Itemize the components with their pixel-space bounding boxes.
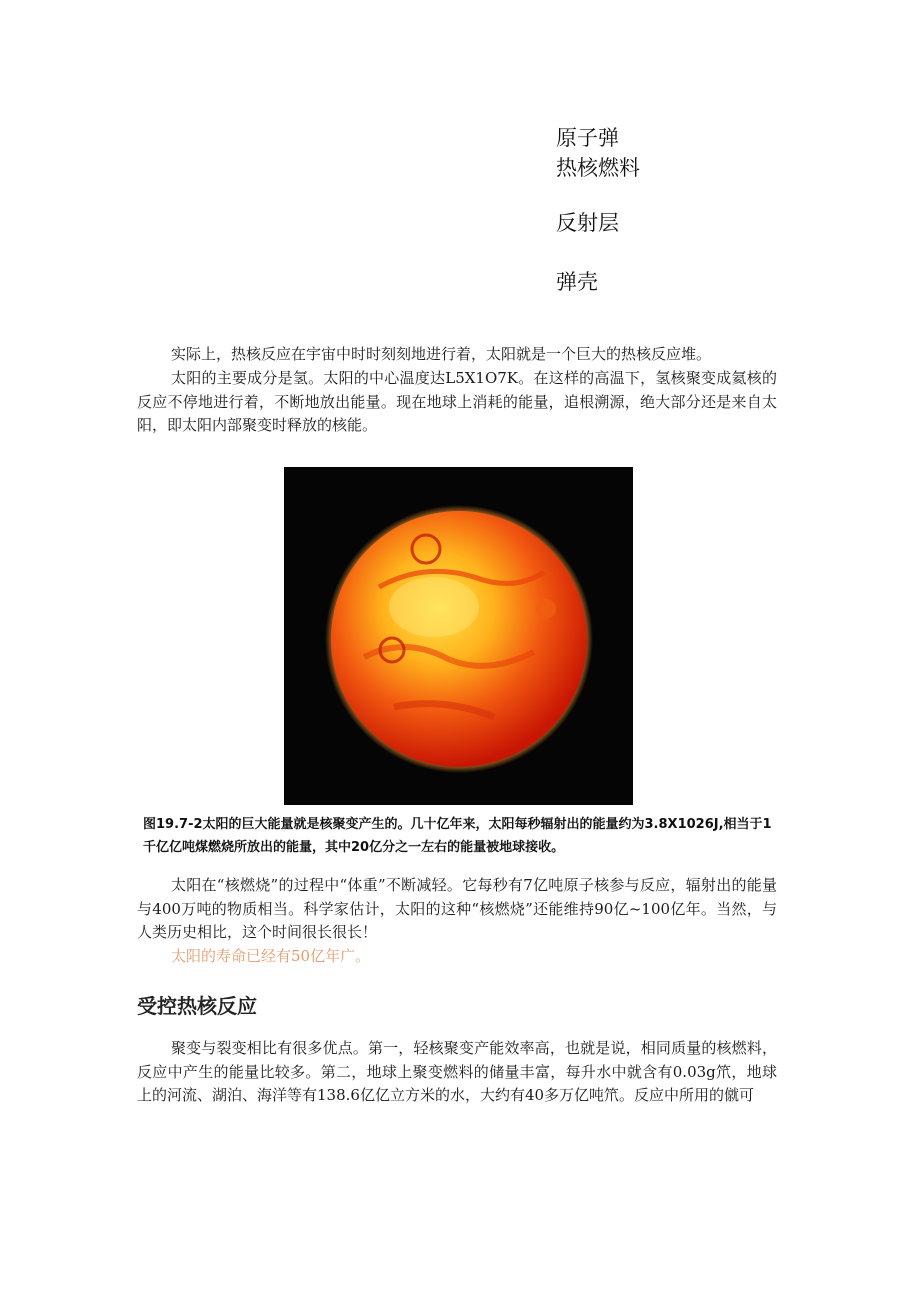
label-shell: 弹壳: [556, 270, 598, 294]
label-atomic-bomb: 原子弹: [556, 126, 619, 150]
figure-caption: 图19.7-2太阳的巨大能量就是核聚变产生的。几十亿年来，太阳每秒辐射出的能量约为3.8X1026J,相当于1千亿亿吨煤燃烧所放出的能量，其中20亿分之一左右的能量被地球接收。: [143, 817, 772, 855]
paragraph-fusion-universe: 实际上，热核反应在宇宙中时时刻刻地进行着，太阳就是一个巨大的热核反应堆。: [171, 345, 712, 363]
paragraph-sun-composition: 太阳的主要成分是氢。太阳的中心温度达L5X1O7K。在这样的高温下，氢核聚变成氦核的反应不停地进行着，不断地放出能量。现在地球上消耗的能量，追根溯源，绝大部分还是来自太阳，即太阳内部聚变时释放的核能。: [137, 369, 777, 434]
section-heading-controlled-fusion: 受控热核反应: [137, 994, 257, 1018]
sun-image: [284, 467, 633, 805]
label-thermonuclear-fuel: 热核燃料: [556, 156, 640, 180]
paragraph-sun-age-note: 太阳的寿命已经有50亿年广。: [171, 947, 371, 965]
paragraph-sun-mass-loss: 太阳在“核燃烧”的过程中“体重”不断减轻。它每秒有7亿吨原子核参与反应，辐射出的能量与400万吨的物质相当。科学家估计，太阳的这种“核燃烧”还能维持90亿~100亿年。当然，与人类历史相比，这个时间很长很长！: [137, 876, 777, 941]
paragraph-fusion-advantages: 聚变与裂变相比有很多优点。第一，轻核聚变产能效率高，也就是说，相同质量的核燃料，反应中产生的能量比较多。第二，地球上聚变燃料的储量丰富，每升水中就含有0.03g笊，地球上的河流、湖泊、海洋等有138.6亿亿立方米的水，大约有40多万亿吨笊。反应中所用的僦可: [137, 1039, 777, 1104]
sun-illustration: [284, 467, 633, 805]
label-reflector: 反射层: [556, 211, 619, 235]
